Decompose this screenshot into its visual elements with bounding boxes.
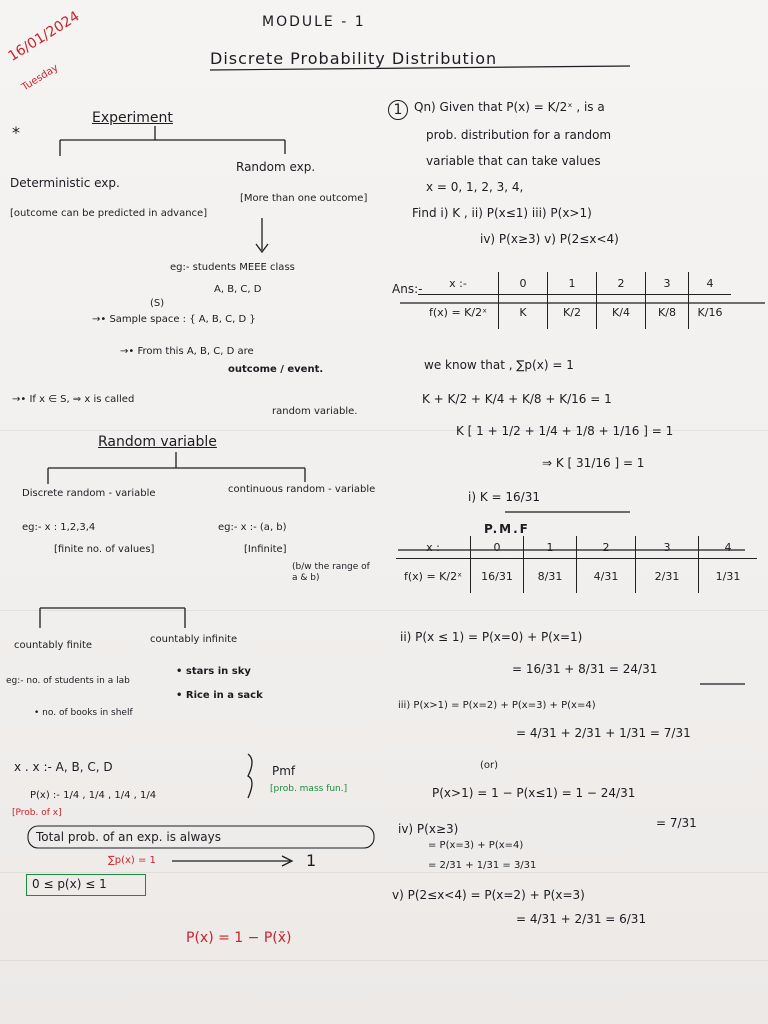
question-line-3: variable that can take values (426, 154, 601, 168)
sample-space-line: →• Sample space : { A, B, C, D } (92, 314, 256, 325)
find-line-2: iv) P(x≥3) v) P(2≤x<4) (480, 232, 619, 246)
question-line-4: x = 0, 1, 2, 3, 4, (426, 180, 524, 194)
probability-bound: 0 ≤ p(x) ≤ 1 (32, 877, 107, 891)
random-exp-label: Random exp. (236, 160, 316, 174)
table2-fx-2: 4/31 (577, 559, 636, 594)
part-iii-line-2: = 4/31 + 2/31 + 1/31 = 7/31 (516, 726, 691, 740)
infinite-note: [Infinite] (244, 544, 287, 555)
table2-fx-3: 2/31 (636, 559, 699, 594)
pmf-heading: P.M.F (484, 522, 530, 536)
prob-of-x-note: [Prob. of x] (12, 808, 62, 818)
called-rv-line: random variable. (272, 406, 358, 417)
pmf-table (396, 536, 757, 593)
table1-x-3: 3 (646, 272, 689, 295)
question-line-2: prob. distribution for a random (426, 128, 612, 142)
part-v-line-2: = 4/31 + 2/31 = 6/31 (516, 912, 647, 926)
k-distribution-table (418, 272, 731, 329)
if-x-in-s-line: →• If x ∈ S, ⇒ x is called (12, 394, 135, 405)
sample-space-s: (S) (150, 298, 165, 309)
answer-label: Ans:- (392, 282, 423, 296)
random-variable-heading: Random variable (98, 434, 217, 450)
pmf-full-note: [prob. mass fun.] (270, 784, 348, 794)
part-iii-line-1: iii) P(x>1) = P(x=2) + P(x=3) + P(x=4) (398, 700, 596, 711)
table2-header-x: x : (396, 536, 471, 559)
countably-finite-label: countably finite (14, 640, 93, 651)
discrete-example: eg:- x : 1,2,3,4 (22, 522, 96, 533)
random-exp-note: [More than one outcome] (240, 193, 368, 204)
rice-example: • Rice in a sack (176, 690, 263, 701)
discrete-rv-label: Discrete random - variable (22, 488, 156, 499)
continuous-rv-label: continuous random - variable (228, 484, 376, 495)
table2-x-4: 4 (699, 536, 758, 559)
table2-fx-4: 1/31 (699, 559, 758, 594)
between-range-note: (b/w the range of a & b) (292, 562, 370, 583)
or-separator: (or) (480, 760, 499, 771)
table1-fx-1: K/2 (548, 295, 597, 330)
x-values-row: x . x :- A, B, C, D (14, 760, 113, 774)
pmf-label: Pmf (272, 764, 296, 778)
table1-x-0: 0 (499, 272, 548, 295)
part-v-line-1: v) P(2≤x<4) = P(x=2) + P(x=3) (392, 888, 585, 902)
page-title: Discrete Probability Distribution (210, 49, 498, 68)
table2-x-2: 2 (577, 536, 636, 559)
table1-fx-0: K (499, 295, 548, 330)
example-students: eg:- students MEEE class (170, 262, 295, 273)
part-ii-line-2: = 16/31 + 8/31 = 24/31 (512, 662, 658, 676)
sum-px-equation: ∑p(x) = 1 (108, 855, 156, 866)
alt-line-1: P(x>1) = 1 − P(x≤1) = 1 − 24/31 (432, 786, 636, 800)
table2-fx-0: 16/31 (471, 559, 524, 594)
equation-3: ⇒ K [ 31/16 ] = 1 (542, 456, 645, 470)
table1-x-1: 1 (548, 272, 597, 295)
finite-values-note: [finite no. of values] (54, 544, 155, 555)
outcome-event-line: outcome / event. (228, 364, 324, 375)
part-iv-line-2: = P(x=3) + P(x=4) (428, 840, 524, 851)
px-values-row: P(x) :- 1/4 , 1/4 , 1/4 , 1/4 (30, 790, 157, 801)
one-circled: 1 (306, 851, 317, 870)
date-text: 16/01/2024 (5, 8, 83, 65)
table1-fx-3: K/8 (646, 295, 689, 330)
experiment-heading: Experiment (92, 110, 173, 126)
question-line-1: Qn) Given that P(x) = K/2ˣ , is a (414, 100, 605, 114)
deterministic-label: Deterministic exp. (10, 176, 120, 190)
table2-header-fx: f(x) = K/2ˣ (404, 569, 462, 583)
k-result: i) K = 16/31 (468, 490, 540, 504)
module-heading: MODULE - 1 (262, 14, 366, 30)
table2-fx-1: 8/31 (524, 559, 577, 594)
table1-header-x: x :- (418, 272, 499, 295)
countably-infinite-label: countably infinite (150, 634, 238, 645)
alt-line-2: = 7/31 (656, 816, 697, 830)
continuous-example: eg:- x :- (a, b) (218, 522, 287, 533)
part-iv-line-1: iv) P(x≥3) (398, 822, 459, 836)
question-number: 1 (388, 100, 408, 120)
table2-x-3: 3 (636, 536, 699, 559)
complement-rule: P(x) = 1 − P(x̄) (186, 930, 292, 946)
table2-x-0: 0 (471, 536, 524, 559)
table1-x-4: 4 (689, 272, 732, 295)
deterministic-note: [outcome can be predicted in advance] (10, 208, 208, 219)
find-line-1: Find i) K , ii) P(x≤1) iii) P(x>1) (412, 206, 592, 220)
table1-fx-2: K/4 (597, 295, 646, 330)
part-iv-line-3: = 2/31 + 1/31 = 3/31 (428, 860, 537, 871)
star-mark: * (12, 123, 20, 142)
equation-2: K [ 1 + 1/2 + 1/4 + 1/8 + 1/16 ] = 1 (456, 424, 674, 438)
part-ii-line-1: ii) P(x ≤ 1) = P(x=0) + P(x=1) (400, 630, 583, 644)
stars-example: • stars in sky (176, 666, 251, 677)
table2-x-1: 1 (524, 536, 577, 559)
table1-fx-4: K/16 (689, 295, 732, 330)
we-know-line: we know that , ∑p(x) = 1 (424, 358, 574, 372)
equation-1: K + K/2 + K/4 + K/8 + K/16 = 1 (422, 392, 612, 406)
students-lab-example: eg:- no. of students in a lab (6, 676, 130, 686)
table1-header-fx: f(x) = K/2ˣ (429, 305, 487, 319)
from-this-line: →• From this A, B, C, D are (120, 346, 254, 357)
total-prob-line: Total prob. of an exp. is always (36, 830, 221, 844)
example-abcd: A, B, C, D (214, 284, 262, 295)
day-text: Tuesday (20, 62, 61, 94)
table1-x-2: 2 (597, 272, 646, 295)
books-shelf-example: • no. of books in shelf (34, 708, 133, 718)
